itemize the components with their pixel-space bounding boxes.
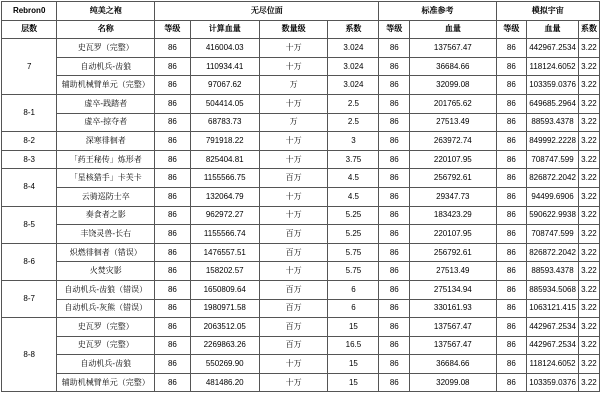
- cell-sim-level[interactable]: 86: [496, 280, 527, 299]
- cell-std-level[interactable]: 86: [379, 336, 410, 355]
- col-header-sim-level[interactable]: 等级: [496, 20, 527, 39]
- cell-inf-hp[interactable]: 504414.05: [190, 94, 259, 113]
- cell-sim-level[interactable]: 86: [496, 113, 527, 132]
- table-row: [2, 187, 600, 206]
- cell-inf-hp[interactable]: 97067.62: [190, 76, 259, 95]
- table-row: [2, 225, 600, 244]
- cell-std-level[interactable]: 86: [379, 318, 410, 337]
- cell-inf-magnitude[interactable]: 十万: [259, 206, 328, 225]
- cell-layer[interactable]: 8-7: [2, 280, 57, 317]
- table-row: [2, 243, 600, 262]
- table-row: [2, 373, 600, 392]
- col-header-name[interactable]: 名称: [57, 20, 155, 39]
- cell-name[interactable]: 史瓦罗（完整）: [57, 318, 155, 337]
- cell-inf-magnitude[interactable]: 十万: [259, 373, 328, 392]
- cell-inf-magnitude[interactable]: 百万: [259, 336, 328, 355]
- corner-cell[interactable]: Rebron0: [2, 2, 57, 21]
- cell-inf-level[interactable]: 86: [155, 169, 190, 188]
- cell-sim-coef[interactable]: 3.22: [578, 243, 599, 262]
- cell-inf-level[interactable]: 86: [155, 225, 190, 244]
- cell-sim-level[interactable]: 86: [496, 150, 527, 169]
- cell-std-hp[interactable]: 32099.08: [410, 76, 496, 95]
- cell-std-level[interactable]: 86: [379, 262, 410, 281]
- cell-inf-hp[interactable]: 962972.27: [190, 206, 259, 225]
- enemy-hp-table: [1, 1, 600, 392]
- cell-inf-magnitude[interactable]: 十万: [259, 39, 328, 58]
- cell-sim-hp[interactable]: 442967.2534: [527, 39, 579, 58]
- cell-std-level[interactable]: 86: [379, 280, 410, 299]
- cell-sim-level[interactable]: 86: [496, 39, 527, 58]
- table-row: [2, 150, 600, 169]
- cell-inf-level[interactable]: 86: [155, 318, 190, 337]
- cell-std-level[interactable]: 86: [379, 355, 410, 374]
- cell-name[interactable]: 「药王秘传」炼形者: [57, 150, 155, 169]
- cell-inf-hp[interactable]: 1155566.74: [190, 225, 259, 244]
- cell-sim-hp[interactable]: 826872.2042: [527, 243, 579, 262]
- cell-sim-hp[interactable]: 885934.5068: [527, 280, 579, 299]
- cell-inf-magnitude[interactable]: 百万: [259, 225, 328, 244]
- cell-name[interactable]: 炽燃徘徊者（错误）: [57, 243, 155, 262]
- cell-inf-hp[interactable]: 791918.22: [190, 132, 259, 151]
- cell-sim-hp[interactable]: 103359.0376: [527, 373, 579, 392]
- cell-inf-coef[interactable]: 15: [328, 373, 379, 392]
- cell-name[interactable]: 自动机兵-齿狼（错误）: [57, 280, 155, 299]
- cell-inf-coef[interactable]: 3.75: [328, 150, 379, 169]
- cell-inf-hp[interactable]: 1980971.58: [190, 299, 259, 318]
- cell-layer[interactable]: 8-3: [2, 150, 57, 169]
- cell-std-hp[interactable]: 256792.61: [410, 169, 496, 188]
- cell-sim-level[interactable]: 86: [496, 243, 527, 262]
- cell-layer[interactable]: 8-2: [2, 132, 57, 151]
- cell-std-level[interactable]: 86: [379, 94, 410, 113]
- cell-sim-hp[interactable]: 826872.2042: [527, 169, 579, 188]
- cell-inf-level[interactable]: 86: [155, 94, 190, 113]
- cell-inf-level[interactable]: 86: [155, 113, 190, 132]
- cell-sim-coef[interactable]: 3.22: [578, 39, 599, 58]
- cell-std-level[interactable]: 86: [379, 113, 410, 132]
- table-row: [2, 113, 600, 132]
- cell-std-hp[interactable]: 256792.61: [410, 243, 496, 262]
- cell-sim-coef[interactable]: 3.22: [578, 206, 599, 225]
- cell-std-hp[interactable]: 137567.47: [410, 336, 496, 355]
- cell-inf-hp[interactable]: 416004.03: [190, 39, 259, 58]
- cell-name[interactable]: 奏食者之影: [57, 206, 155, 225]
- cell-inf-coef[interactable]: 3.024: [328, 39, 379, 58]
- cell-sim-level[interactable]: 86: [496, 355, 527, 374]
- cell-std-hp[interactable]: 36684.66: [410, 57, 496, 76]
- cell-inf-hp[interactable]: 1650809.64: [190, 280, 259, 299]
- cell-std-hp[interactable]: 36684.66: [410, 355, 496, 374]
- cell-inf-magnitude[interactable]: 十万: [259, 355, 328, 374]
- cell-sim-level[interactable]: 86: [496, 132, 527, 151]
- group-header-sim[interactable]: 模拟宇宙: [496, 2, 599, 21]
- cell-inf-level[interactable]: 86: [155, 132, 190, 151]
- cell-sim-level[interactable]: 86: [496, 57, 527, 76]
- cell-sim-level[interactable]: 86: [496, 336, 527, 355]
- cell-sim-hp[interactable]: 708747.599: [527, 150, 579, 169]
- cell-sim-hp[interactable]: 442967.2534: [527, 318, 579, 337]
- cell-inf-hp[interactable]: 2063512.05: [190, 318, 259, 337]
- cell-inf-hp[interactable]: 110934.41: [190, 57, 259, 76]
- cell-name[interactable]: 虚卒-掠夺者: [57, 113, 155, 132]
- cell-inf-coef[interactable]: 4.5: [328, 169, 379, 188]
- cell-sim-coef[interactable]: 3.22: [578, 94, 599, 113]
- table-row: [2, 132, 600, 151]
- header-row-groups: [2, 2, 600, 21]
- cell-sim-coef[interactable]: 3.22: [578, 187, 599, 206]
- table-row: [2, 94, 600, 113]
- cell-name[interactable]: 自动机兵-齿狼: [57, 57, 155, 76]
- table-row: [2, 39, 600, 58]
- cell-inf-coef[interactable]: 15: [328, 318, 379, 337]
- cell-sim-level[interactable]: 86: [496, 94, 527, 113]
- cell-sim-level[interactable]: 86: [496, 169, 527, 188]
- cell-name[interactable]: 史瓦罗（完整）: [57, 39, 155, 58]
- cell-inf-magnitude[interactable]: 十万: [259, 94, 328, 113]
- cell-sim-coef[interactable]: 3.22: [578, 262, 599, 281]
- table-row: [2, 169, 600, 188]
- cell-sim-hp[interactable]: 442967.2534: [527, 336, 579, 355]
- cell-sim-level[interactable]: 86: [496, 299, 527, 318]
- cell-inf-hp[interactable]: 825404.81: [190, 150, 259, 169]
- cell-inf-coef[interactable]: 3.024: [328, 76, 379, 95]
- cell-inf-coef[interactable]: 5.25: [328, 225, 379, 244]
- cell-std-hp[interactable]: 27513.49: [410, 113, 496, 132]
- cell-name[interactable]: 云骑巡防士卒: [57, 187, 155, 206]
- cell-name[interactable]: 「星核猎手」卡芙卡: [57, 169, 155, 188]
- cell-inf-hp[interactable]: 158202.57: [190, 262, 259, 281]
- cell-sim-coef[interactable]: 3.22: [578, 113, 599, 132]
- cell-sim-hp[interactable]: 118124.6052: [527, 57, 579, 76]
- cell-inf-level[interactable]: 86: [155, 57, 190, 76]
- cell-std-hp[interactable]: 330161.93: [410, 299, 496, 318]
- cell-inf-hp[interactable]: 481486.20: [190, 373, 259, 392]
- cell-layer[interactable]: 8-8: [2, 318, 57, 392]
- header-row-columns: [2, 20, 600, 39]
- table-row: [2, 355, 600, 374]
- cell-inf-coef[interactable]: 5.75: [328, 243, 379, 262]
- cell-inf-level[interactable]: 86: [155, 355, 190, 374]
- cell-inf-level[interactable]: 86: [155, 373, 190, 392]
- cell-inf-magnitude[interactable]: 百万: [259, 280, 328, 299]
- cell-inf-coef[interactable]: 3.024: [328, 57, 379, 76]
- cell-std-level[interactable]: 86: [379, 243, 410, 262]
- cell-sim-level[interactable]: 86: [496, 76, 527, 95]
- cell-inf-level[interactable]: 86: [155, 206, 190, 225]
- cell-name[interactable]: 辅助机械臂单元（完整）: [57, 373, 155, 392]
- cell-std-hp[interactable]: 275134.94: [410, 280, 496, 299]
- cell-inf-magnitude[interactable]: 十万: [259, 57, 328, 76]
- cell-inf-level[interactable]: 86: [155, 39, 190, 58]
- cell-sim-coef[interactable]: 3.22: [578, 336, 599, 355]
- cell-std-hp[interactable]: 27513.49: [410, 262, 496, 281]
- cell-inf-magnitude[interactable]: 十万: [259, 262, 328, 281]
- cell-std-hp[interactable]: 220107.95: [410, 225, 496, 244]
- cell-sim-coef[interactable]: 3.22: [578, 373, 599, 392]
- cell-name[interactable]: 丰饶灵兽-长右: [57, 225, 155, 244]
- cell-sim-level[interactable]: 86: [496, 206, 527, 225]
- cell-sim-coef[interactable]: 3.22: [578, 225, 599, 244]
- cell-sim-coef[interactable]: 3.22: [578, 132, 599, 151]
- table-row: [2, 336, 600, 355]
- cell-inf-magnitude[interactable]: 万: [259, 113, 328, 132]
- cell-sim-hp[interactable]: 88593.4378: [527, 262, 579, 281]
- cell-std-hp[interactable]: 263972.74: [410, 132, 496, 151]
- cell-layer[interactable]: 8-1: [2, 94, 57, 131]
- cell-inf-hp[interactable]: 68783.73: [190, 113, 259, 132]
- cell-sim-hp[interactable]: 708747.599: [527, 225, 579, 244]
- cell-sim-hp[interactable]: 103359.0376: [527, 76, 579, 95]
- cell-sim-hp[interactable]: 94499.6906: [527, 187, 579, 206]
- cell-inf-magnitude[interactable]: 百万: [259, 169, 328, 188]
- cell-name[interactable]: 虚卒-践踏者: [57, 94, 155, 113]
- cell-inf-level[interactable]: 86: [155, 187, 190, 206]
- table-row: [2, 262, 600, 281]
- cell-inf-magnitude[interactable]: 十万: [259, 132, 328, 151]
- cell-std-hp[interactable]: 137567.47: [410, 39, 496, 58]
- cell-name[interactable]: 自动机兵-灰熊（错误）: [57, 299, 155, 318]
- cell-std-hp[interactable]: 220107.95: [410, 150, 496, 169]
- cell-std-level[interactable]: 86: [379, 169, 410, 188]
- col-header-std-hp[interactable]: 血量: [410, 20, 496, 39]
- table-row: [2, 299, 600, 318]
- col-header-sim-hp[interactable]: 血量: [527, 20, 579, 39]
- group-header-name[interactable]: 纯美之袍: [57, 2, 155, 21]
- cell-inf-hp[interactable]: 132064.79: [190, 187, 259, 206]
- cell-sim-level[interactable]: 86: [496, 318, 527, 337]
- cell-layer[interactable]: 7: [2, 39, 57, 95]
- cell-std-level[interactable]: 86: [379, 57, 410, 76]
- cell-inf-hp[interactable]: 2269863.26: [190, 336, 259, 355]
- cell-layer[interactable]: 8-4: [2, 169, 57, 206]
- table-row: [2, 318, 600, 337]
- cell-sim-level[interactable]: 86: [496, 225, 527, 244]
- cell-inf-coef[interactable]: 3: [328, 132, 379, 151]
- cell-inf-magnitude[interactable]: 百万: [259, 299, 328, 318]
- cell-std-hp[interactable]: 32099.08: [410, 373, 496, 392]
- cell-sim-coef[interactable]: 3.22: [578, 280, 599, 299]
- cell-std-hp[interactable]: 29347.73: [410, 187, 496, 206]
- cell-inf-coef[interactable]: 2.5: [328, 94, 379, 113]
- cell-inf-magnitude[interactable]: 万: [259, 76, 328, 95]
- table-body: [2, 2, 600, 392]
- cell-inf-coef[interactable]: 15: [328, 355, 379, 374]
- cell-inf-coef[interactable]: 6: [328, 280, 379, 299]
- cell-sim-hp[interactable]: 590622.9938: [527, 206, 579, 225]
- cell-inf-level[interactable]: 86: [155, 150, 190, 169]
- cell-inf-level[interactable]: 86: [155, 243, 190, 262]
- cell-inf-coef[interactable]: 5.75: [328, 262, 379, 281]
- cell-std-level[interactable]: 86: [379, 206, 410, 225]
- cell-sim-coef[interactable]: 3.22: [578, 299, 599, 318]
- cell-std-level[interactable]: 86: [379, 373, 410, 392]
- col-header-inf-level[interactable]: 等级: [155, 20, 190, 39]
- cell-sim-coef[interactable]: 3.22: [578, 355, 599, 374]
- table-row: [2, 76, 600, 95]
- col-header-sim-coef[interactable]: 系数: [578, 20, 599, 39]
- cell-sim-level[interactable]: 86: [496, 373, 527, 392]
- cell-std-hp[interactable]: 137567.47: [410, 318, 496, 337]
- cell-sim-coef[interactable]: 3.22: [578, 57, 599, 76]
- cell-std-level[interactable]: 86: [379, 187, 410, 206]
- cell-sim-hp[interactable]: 1063121.415: [527, 299, 579, 318]
- cell-inf-level[interactable]: 86: [155, 299, 190, 318]
- cell-sim-coef[interactable]: 3.22: [578, 169, 599, 188]
- table-row: [2, 280, 600, 299]
- cell-sim-level[interactable]: 86: [496, 262, 527, 281]
- group-header-infinite[interactable]: 无尽位面: [155, 2, 379, 21]
- cell-inf-coef[interactable]: 6: [328, 299, 379, 318]
- col-header-inf-magnitude[interactable]: 数量级: [259, 20, 328, 39]
- cell-inf-level[interactable]: 86: [155, 336, 190, 355]
- cell-inf-level[interactable]: 86: [155, 280, 190, 299]
- cell-name[interactable]: 史瓦罗（完整）: [57, 336, 155, 355]
- cell-sim-level[interactable]: 86: [496, 187, 527, 206]
- cell-name[interactable]: 深寒徘徊者: [57, 132, 155, 151]
- cell-std-level[interactable]: 86: [379, 39, 410, 58]
- cell-sim-coef[interactable]: 3.22: [578, 150, 599, 169]
- cell-inf-coef[interactable]: 5.25: [328, 206, 379, 225]
- col-header-std-level[interactable]: 等级: [379, 20, 410, 39]
- cell-name[interactable]: 辅助机械臂单元（完整）: [57, 76, 155, 95]
- cell-std-hp[interactable]: 201765.62: [410, 94, 496, 113]
- cell-inf-hp[interactable]: 550269.90: [190, 355, 259, 374]
- cell-inf-coef[interactable]: 4.5: [328, 187, 379, 206]
- cell-std-level[interactable]: 86: [379, 132, 410, 151]
- cell-name[interactable]: 自动机兵-齿狼: [57, 355, 155, 374]
- cell-inf-coef[interactable]: 16.5: [328, 336, 379, 355]
- cell-sim-hp[interactable]: 849992.2228: [527, 132, 579, 151]
- cell-std-level[interactable]: 86: [379, 299, 410, 318]
- table-row: [2, 206, 600, 225]
- cell-sim-hp[interactable]: 88593.4378: [527, 113, 579, 132]
- cell-std-level[interactable]: 86: [379, 150, 410, 169]
- col-header-layer[interactable]: 层数: [2, 20, 57, 39]
- cell-inf-magnitude[interactable]: 百万: [259, 318, 328, 337]
- cell-sim-hp[interactable]: 649685.2964: [527, 94, 579, 113]
- cell-sim-coef[interactable]: 3.22: [578, 76, 599, 95]
- cell-inf-hp[interactable]: 1476557.51: [190, 243, 259, 262]
- cell-inf-level[interactable]: 86: [155, 262, 190, 281]
- cell-layer[interactable]: 8-5: [2, 206, 57, 243]
- cell-sim-hp[interactable]: 118124.6052: [527, 355, 579, 374]
- cell-std-level[interactable]: 86: [379, 225, 410, 244]
- cell-name[interactable]: 火焚灾影: [57, 262, 155, 281]
- col-header-inf-hp[interactable]: 计算血量: [190, 20, 259, 39]
- cell-inf-coef[interactable]: 2.5: [328, 113, 379, 132]
- cell-std-level[interactable]: 86: [379, 76, 410, 95]
- cell-inf-magnitude[interactable]: 百万: [259, 243, 328, 262]
- cell-inf-magnitude[interactable]: 十万: [259, 150, 328, 169]
- cell-inf-magnitude[interactable]: 十万: [259, 187, 328, 206]
- group-header-standard[interactable]: 标准参考: [379, 2, 496, 21]
- cell-inf-level[interactable]: 86: [155, 76, 190, 95]
- cell-inf-hp[interactable]: 1155566.75: [190, 169, 259, 188]
- cell-std-hp[interactable]: 183423.29: [410, 206, 496, 225]
- cell-sim-coef[interactable]: 3.22: [578, 318, 599, 337]
- col-header-inf-coef[interactable]: 系数: [328, 20, 379, 39]
- table-row: [2, 57, 600, 76]
- cell-layer[interactable]: 8-6: [2, 243, 57, 280]
